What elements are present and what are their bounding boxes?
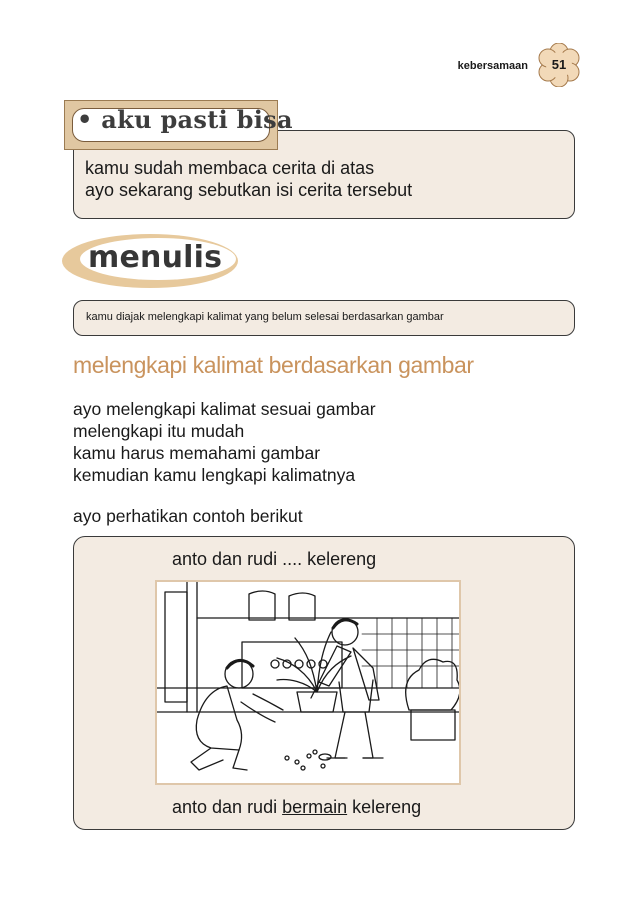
example-intro: ayo perhatikan contoh berikut: [73, 506, 303, 526]
illustration-frame: [155, 580, 461, 785]
instruction-text: kamu diajak melengkapi kalimat yang belum selesai berdasarkan gambar: [86, 311, 444, 323]
section-title: melengkapi kalimat berdasarkan gambar: [73, 352, 474, 378]
text-line: melengkapi itu mudah: [73, 421, 245, 441]
example-answer: [172, 797, 421, 818]
example-question: anto dan rudi .... kelereng: [172, 549, 377, 569]
aku-pasti-bisa-text: [85, 157, 412, 201]
text-line: ayo sekarang sebutkan isi cerita tersebut: [85, 180, 413, 200]
page-number: 51: [551, 57, 567, 72]
aku-pasti-bisa-tag: [64, 100, 293, 150]
text-line: ayo melengkapi kalimat sesuai gambar: [73, 399, 376, 419]
children-playing-marbles-illustration: [157, 582, 459, 783]
aku-pasti-bisa-label: • aku pasti bisa: [77, 105, 293, 134]
answer-part: anto dan rudi: [172, 797, 283, 817]
answer-word: bermain: [282, 797, 348, 817]
text-line: kamu sudah membaca cerita di atas: [85, 158, 375, 178]
page-number-badge: [537, 43, 581, 87]
section-body: [73, 398, 376, 486]
text-line: kemudian kamu lengkapi kalimatnya: [73, 465, 356, 485]
chapter-title: kebersamaan: [457, 60, 528, 72]
answer-part: kelereng: [347, 797, 422, 817]
text-line: kamu harus memahami gambar: [73, 443, 321, 463]
menulis-heading: menulis: [88, 240, 223, 275]
